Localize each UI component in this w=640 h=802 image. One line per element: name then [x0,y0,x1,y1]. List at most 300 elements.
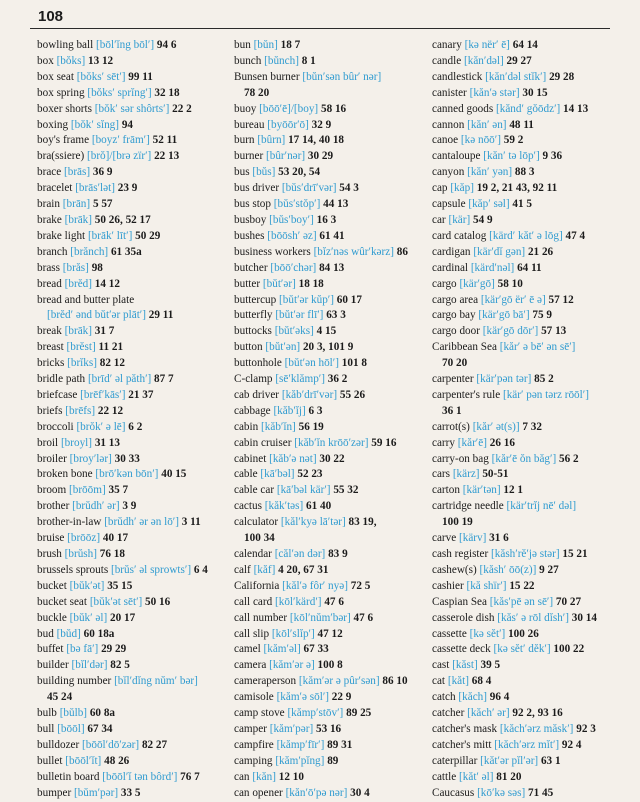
entry-pronunciation: [kär′trĭj nē′ dəl] [506,500,577,513]
entry-page-refs: 33 5 [120,786,141,799]
index-entry [37,324,230,340]
index-column-1 [37,38,230,802]
entry-page-refs: 36 2 [327,373,348,386]
entry-page-refs: 85 2 [534,373,554,386]
index-entry [234,149,427,165]
entry-word: camp stove [234,707,285,720]
entry-pronunciation: [broyl] [60,436,93,449]
index-entry [37,738,230,754]
entry-pronunciation: [kăn] [252,770,276,783]
index-entry [37,754,230,770]
entry-page-refs: 100 19 [442,516,473,529]
entry-word: boxer shorts [37,102,92,115]
entry-pronunciation: [kăr′ē ŏn băg′] [491,452,557,465]
index-entry [37,467,230,483]
entry-word: cargo door [432,325,480,338]
entry-word: cattle [432,770,457,783]
entry-pronunciation: [brăs] [62,261,89,274]
index-entry [37,499,230,515]
entry-word: brain [37,198,60,211]
index-entry [432,642,632,658]
index-entry [234,483,427,499]
index-entry [432,452,632,468]
index-entry [432,149,632,165]
entry-pronunciation: [kăn′dəl] [464,54,504,67]
entry-page-refs: 50 26, 52 17 [94,213,151,226]
entry-page-refs: 57 12 [548,293,574,306]
index-entry [432,770,632,786]
entry-word: bread [37,277,62,290]
index-entry [37,213,230,229]
index-entry [432,213,632,229]
index-entry [234,499,427,515]
entry-word: burn [234,134,255,147]
entry-word: cabin cruiser [234,436,292,449]
entry-word: call slip [234,627,270,640]
index-entry [432,531,632,547]
entry-pronunciation: [kär] [448,213,471,226]
entry-pronunciation: [kăb′ĭj] [273,404,306,417]
entry-page-refs: 60 18a [83,627,115,640]
index-entry [432,547,632,563]
entry-pronunciation: [kăr′ ət(s)] [472,420,520,433]
entry-page-refs: 54 3 [339,182,359,195]
index-entry [432,86,632,102]
entry-word: calendar [234,548,272,560]
entry-pronunciation: [brĕst] [66,341,96,354]
index-entry [37,293,230,309]
index-entry [432,722,632,738]
entry-word: break [37,325,62,338]
index-entry [432,54,632,70]
entry-word: cable [234,468,258,481]
index-entry [234,54,427,70]
entry-pronunciation: [brōōz] [67,532,101,545]
entry-page-refs: 22 13 [154,150,180,163]
entry-pronunciation: [bŭd] [56,627,81,640]
entry-word: bus driver [234,182,280,195]
entry-pronunciation: [kămp′stōv′] [287,707,344,720]
entry-pronunciation: [kăl′ə fôr′ nyə] [282,579,348,592]
index-entry [432,786,632,802]
entry-word: bruise [37,532,65,545]
index-entry [432,38,632,54]
index-entry [37,706,230,722]
entry-word: cartridge needle [432,500,504,513]
entry-page-refs: 32 9 [311,118,332,131]
entry-pronunciation: [bŏks′ sēt′] [76,70,126,83]
index-entry [432,706,632,722]
index-entry [432,102,632,118]
entry-pronunciation: [boyz′ frām′] [91,134,150,147]
entry-pronunciation: [kăt′ər pĭl′ər] [480,754,539,767]
entry-page-refs: 22 12 [97,404,124,417]
entry-pronunciation: [brŭs′ əl sprowts′] [110,563,192,576]
entry-page-refs: 15 22 [509,579,535,592]
index-entry [234,340,427,356]
entry-page-refs: 17 14, 40 18 [288,134,345,147]
entry-page-refs: 81 20 [496,770,522,783]
entry-pronunciation: [brŭdh′ ər ən lō′] [104,516,179,529]
entry-word: breast [37,341,64,354]
index-entry [432,356,632,372]
index-entry [432,181,632,197]
entry-page-refs: 82 27 [141,738,168,751]
entry-word: canoe [432,134,459,147]
entry-word: camisole [234,691,274,704]
entry-word: car [432,213,446,226]
entry-page-refs: 47 6 [324,595,344,608]
entry-word: buckle [37,611,67,624]
entry-page-refs: 31 13 [94,436,120,449]
entry-pronunciation: [bĭl′dĭng nŭm′ bər] [114,675,198,688]
entry-pronunciation: [kärd′ kăt′ ə lōg] [489,229,563,242]
entry-page-refs: 68 4 [471,675,492,688]
entry-pronunciation: [kăb′ĭn krōō′zər] [294,436,369,449]
entry-pronunciation: [kăsh′ ōō(z)] [479,563,537,576]
entry-word: cash register [432,548,489,560]
entry-page-refs: 30 29 [307,150,334,163]
entry-pronunciation: [kăch′ ər] [467,707,510,720]
entry-page-refs: 4 15 [316,325,337,338]
entry-word: cabin [234,420,259,433]
entry-word: buttonhole [234,357,282,370]
index-entry [432,404,632,420]
entry-pronunciation: [kăt′ əl] [459,770,494,783]
entry-word: bulldozer [37,738,80,751]
index-entry [432,483,632,499]
entry-page-refs: 96 4 [489,691,510,704]
entry-page-refs: 61 35a [110,245,142,258]
entry-pronunciation: [kär′tən] [462,484,501,497]
entry-pronunciation: [bŏk′ sər shôrts′] [94,102,170,115]
entry-page-refs: 86 [396,245,408,258]
entry-page-refs: 92 4 [561,738,582,751]
entry-page-refs: 60 8a [89,707,115,720]
entry-page-refs: 64 14 [512,39,538,51]
entry-pronunciation: [bŭt′ər flī′] [275,309,324,322]
entry-page-refs: 84 13 [319,261,345,274]
index-entry [234,372,427,388]
entry-page-refs: 56 19 [298,420,324,433]
index-entry [432,165,632,181]
entry-pronunciation: [kə nōō′] [460,134,501,147]
entry-word: carton [432,484,460,497]
entry-page-refs: 63 1 [540,754,561,767]
index-entry [37,133,230,149]
entry-page-refs: 98 [91,261,103,274]
entry-pronunciation: [kə sĕt′ dĕk′] [493,643,551,656]
entry-word: bud [37,627,54,640]
entry-page-refs: 101 8 [341,357,367,370]
entry-pronunciation: [brănch] [70,245,109,258]
index-entry [37,420,230,436]
entry-pronunciation: [kăn′ tə lōp′] [483,150,540,163]
index-entry [234,706,427,722]
index-entry [234,467,427,483]
index-entry [432,754,632,770]
entry-pronunciation: [kăs′ ə rōl dĭsh′] [497,611,569,624]
entry-page-refs: 3 11 [181,516,201,529]
entry-word: brussels sprouts [37,563,109,576]
entry-page-refs: 57 13 [541,325,567,338]
entry-word: Caucasus [432,786,475,799]
entry-word: buttercup [234,293,277,306]
entry-page-refs: 29 28 [549,70,575,83]
entry-page-refs: 82 12 [99,357,125,370]
index-entry [234,579,427,595]
index-entry [234,452,427,468]
index-entry [234,70,427,86]
index-entry [37,70,230,86]
entry-word: bucket [37,579,67,592]
entry-pronunciation: [byōōr′ō] [267,118,309,131]
entry-word: butcher [234,261,268,274]
index-entry [234,133,427,149]
entry-page-refs: 67 33 [303,643,329,656]
index-entry [234,213,427,229]
entry-pronunciation: [bōōl′dō′zər] [82,738,140,751]
index-entry [234,324,427,340]
index-entry [37,436,230,452]
entry-page-refs: 15 21 [562,548,588,560]
entry-pronunciation: [kärv] [459,532,487,545]
entry-word: caterpillar [432,754,478,767]
index-entry [432,118,632,134]
entry-word: busboy [234,213,267,226]
entry-pronunciation: [bŭs′stŏp′] [273,198,321,211]
entry-pronunciation: [bŭs] [252,166,276,179]
entry-page-refs: 48 26 [104,754,130,767]
entry-word: camel [234,643,261,656]
entry-word: carry-on bag [432,452,489,465]
entry-page-refs: 83 9 [328,548,348,560]
index-entry [432,133,632,149]
entry-word: canary [432,39,462,51]
entry-word: Caribbean Sea [432,341,497,354]
entry-pronunciation: [sē′klămp′] [275,373,325,386]
entry-pronunciation: [kō′kə səs] [477,786,526,799]
entry-page-refs: 70 20 [442,357,468,370]
entry-word: catcher [432,707,465,720]
index-entry [37,277,230,293]
entry-word: cameraperson [234,675,297,688]
entry-pronunciation: [kăr′ ə bē′ ən sē′] [499,341,576,354]
entry-pronunciation: [kăm′əl] [263,643,301,656]
entry-page-refs: 47 12 [317,627,343,640]
entry-word: campfire [234,738,274,751]
entry-page-refs: 50-51 [482,468,509,481]
entry-page-refs: 40 17 [102,532,129,545]
index-entry [37,547,230,563]
entry-word: cantaloupe [432,150,481,163]
entry-page-refs: 59 2 [503,134,524,147]
index-entry [37,770,230,786]
entry-page-refs: 54 9 [473,213,493,226]
entry-word: cable car [234,484,275,497]
entry-word: cargo bay [432,309,476,322]
entry-pronunciation: [kärd′nəl] [470,261,515,274]
index-entry [37,642,230,658]
index-entry [234,118,427,134]
entry-word: Caspian Sea [432,595,487,608]
entry-pronunciation: [bŭm′pər] [73,786,119,799]
entry-pronunciation: [brāk′ līt′] [87,229,133,242]
index-entry [432,499,632,515]
index-entry [37,229,230,245]
entry-word: card catalog [432,229,487,242]
entry-pronunciation: [brāk] [64,213,92,226]
index-entry [432,277,632,293]
index-entry [432,579,632,595]
index-entry [234,261,427,277]
index-entry [432,324,632,340]
entry-pronunciation: [brĭks] [67,357,97,370]
entry-pronunciation: [kănd′ gŏōdz′] [496,102,561,115]
entry-word: cardinal [432,261,469,274]
index-entry [234,738,427,754]
index-entry [37,38,230,54]
entry-page-refs: 39 5 [480,659,501,672]
index-entry [37,483,230,499]
index-entry [432,595,632,611]
entry-word: bullet [37,754,63,767]
entry-pronunciation: [kăch] [458,691,487,704]
index-entry [234,595,427,611]
entry-pronunciation: [bŭt′ər] [262,277,296,290]
entry-page-refs: 56 2 [558,452,579,465]
index-entry [432,690,632,706]
index-entry [234,658,427,674]
index-entry [234,229,427,245]
entry-pronunciation: [bŭn′sən bûr′ nər] [302,70,382,83]
entry-pronunciation: [kăb′drī′vər] [281,388,338,401]
index-entry [37,372,230,388]
index-entry [37,54,230,70]
entry-pronunciation: [bŏks] [56,54,86,67]
index-entry [432,436,632,452]
entry-word: calf [234,563,251,576]
index-entry [37,388,230,404]
entry-page-refs: 22 2 [172,102,192,115]
entry-page-refs: 92 2, 93 16 [512,707,563,720]
index-entry [234,722,427,738]
index-entry [234,515,427,531]
entry-page-refs: 89 31 [327,738,353,751]
entry-pronunciation: [kămp′fīr′] [276,738,325,751]
entry-word: buoy [234,102,257,115]
entry-word: can opener [234,786,283,799]
entry-pronunciation: [kăp′ səl] [468,198,510,211]
entry-word: boxing [37,118,69,131]
index-entry [234,642,427,658]
entry-pronunciation: [bŭn] [253,39,278,51]
index-entry [234,547,427,563]
entry-page-refs: 70 27 [555,595,582,608]
entry-word: bunch [234,54,262,67]
entry-word: builder [37,659,69,672]
index-entry [37,308,230,324]
entry-page-refs: 12 10 [278,770,304,783]
entry-page-refs: 83 19, [348,516,377,529]
index-entry [234,754,427,770]
entry-page-refs: 18 18 [298,277,324,290]
index-entry [37,515,230,531]
entry-page-refs: 26 16 [489,436,515,449]
index-entry [234,404,427,420]
entry-word: brake light [37,229,86,242]
entry-pronunciation: [kōl′slĭp′] [271,627,315,640]
entry-page-refs: 5 57 [92,198,113,211]
entry-pronunciation: [brĕd′ ənd bŭt′ər plāt′] [47,309,146,322]
entry-word: cab driver [234,388,280,401]
index-entry [432,658,632,674]
entry-word: carrot(s) [432,420,470,433]
entry-page-refs: 35 7 [108,484,129,497]
entry-pronunciation: [bōōl′ĭ tən bôrd′] [102,770,178,783]
entry-word: boy's frame [37,134,90,147]
entry-page-refs: 55 32 [333,484,359,497]
entry-pronunciation: [kăp] [450,182,474,195]
entry-page-refs: 59 16 [371,436,397,449]
entry-page-refs: 40 15 [161,468,187,481]
entry-word: C-clamp [234,373,273,386]
index-entry [432,674,632,690]
index-entry [37,118,230,134]
index-column-3 [432,38,632,802]
index-entry [234,38,427,54]
index-entry [37,245,230,261]
index-entry [432,261,632,277]
entry-page-refs: 8 1 [301,54,316,67]
entry-pronunciation: [bŭk′ət] [69,579,105,592]
entry-page-refs: 11 21 [98,341,124,354]
entry-word: cargo [432,277,457,290]
entry-word: canyon [432,166,465,179]
index-entry [234,531,427,547]
entry-page-refs: 13 12 [87,54,114,67]
entry-pronunciation: [broy′lər] [69,452,112,465]
entry-word: cast [432,659,450,672]
entry-pronunciation: [bŏk′ sĭng] [70,118,120,131]
entry-page-refs: 9 27 [539,563,559,576]
entry-pronunciation: [kā′bəl] [260,468,295,481]
index-entry [37,611,230,627]
entry-pronunciation: [kăs′pē ən sē′] [489,595,554,608]
entry-page-refs: 86 10 [382,675,408,688]
index-entry [432,229,632,245]
entry-page-refs: 29 29 [101,643,127,656]
entry-pronunciation: [kăch′ərz mĭt′] [494,738,560,751]
entry-page-refs: 52 11 [152,134,178,147]
entry-word: building number [37,675,112,688]
entry-word: bridle path [37,373,86,386]
entry-pronunciation: [bĭz′nəs wûr′kərz] [313,245,394,258]
index-entry [234,611,427,627]
entry-word: bracelet [37,182,73,195]
entry-word: box spring [37,86,85,99]
entry-word: broiler [37,452,67,465]
entry-word: butterfly [234,309,273,322]
index-entry [234,627,427,643]
entry-page-refs: 21 37 [128,388,154,401]
entry-pronunciation: [kăn′ ən] [467,118,507,131]
entry-word: catcher's mitt [432,738,492,751]
entry-pronunciation: [bŭk′ əl] [69,611,108,624]
entry-word: cassette [432,627,467,640]
entry-word: buffet [37,643,64,656]
entry-pronunciation: [kā′bəl kär′] [276,484,331,497]
